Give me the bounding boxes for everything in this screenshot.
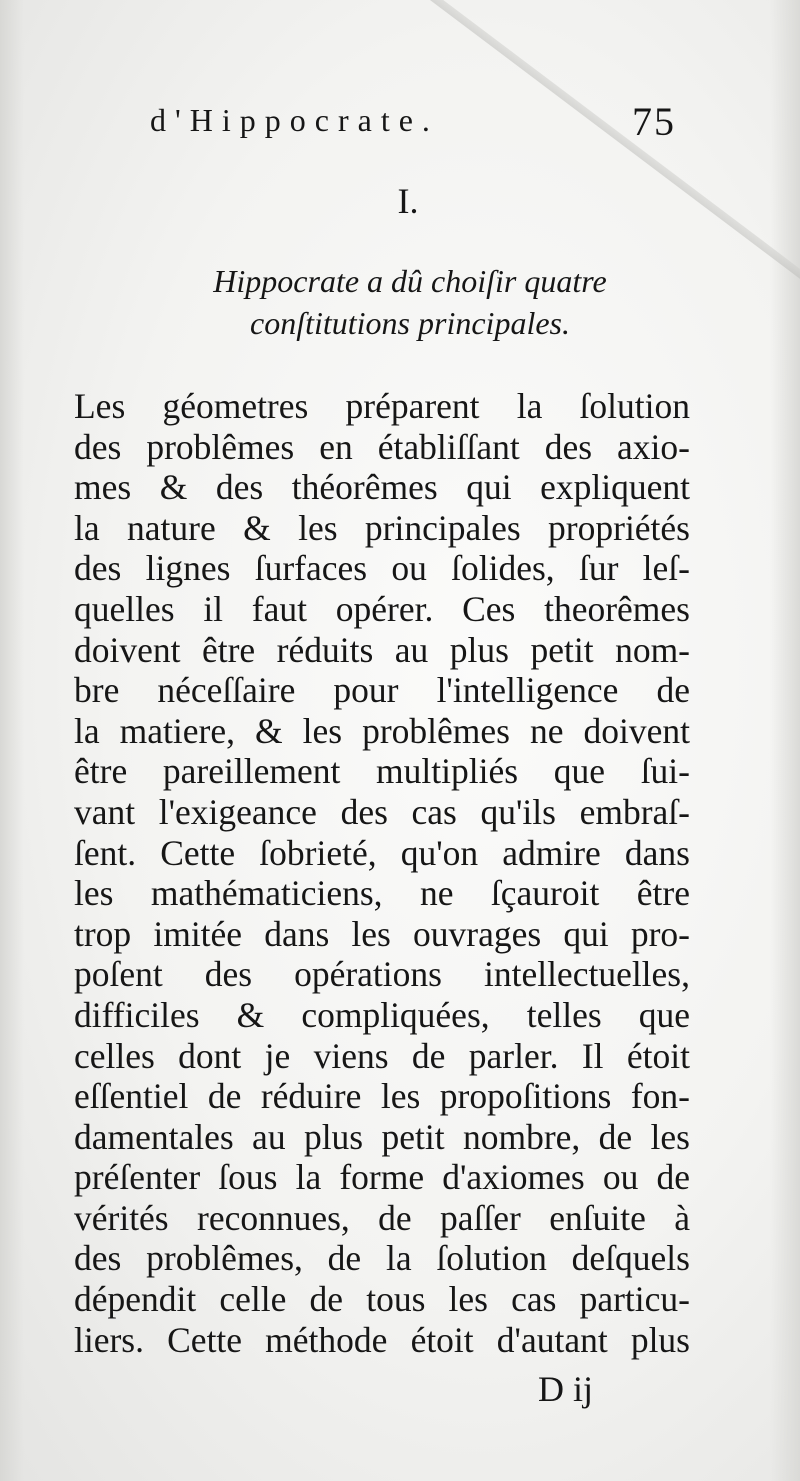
text-line: poſent des opérations intellectuelles, [74, 954, 690, 995]
section-heading [60, 260, 760, 344]
text-line: dépendit celle de tous les cas particu- [74, 1279, 690, 1320]
text-line: préſenter ſous la forme d'axiomes ou de [74, 1157, 690, 1198]
page-number: 75 [632, 99, 676, 144]
text-line: Les géometres préparent la ſolution [74, 386, 690, 426]
section-heading-line: conſtitutions principales. [250, 305, 570, 341]
page-shadow-right [770, 0, 800, 1481]
body-text [74, 386, 690, 1360]
text-line: vant l'exigeance des cas qu'ils embraſ- [74, 791, 690, 832]
text-line: être pareillement multipliés que ſui- [74, 751, 690, 792]
page-shadow-left [0, 0, 24, 1481]
text-line: trop imitée dans les ouvrages qui pro- [74, 913, 690, 954]
text-line: celles dont je viens de parler. Il étoit [74, 1035, 690, 1076]
text-line: des problêmes, de la ſolution deſquels [74, 1238, 690, 1279]
text-line: damentales au plus petit nombre, de les [74, 1116, 690, 1157]
signature-mark: D ij [538, 1369, 594, 1409]
text-line: bre néceſſaire pour l'intelligence de [74, 670, 690, 711]
text-line: mes & des théorêmes qui expliquent [74, 467, 690, 508]
text-line: la matiere, & les problêmes ne doivent [74, 710, 690, 751]
text-line: eſſentiel de réduire les propoſitions fon- [74, 1076, 690, 1117]
text-line: ſent. Cette ſobrieté, qu'on admire dans [74, 832, 690, 873]
text-line: des lignes ſurfaces ou ſolides, ſur leſ- [74, 548, 690, 589]
page-header [150, 92, 710, 148]
text-line: vérités reconnues, de paſſer enſuite à [74, 1197, 690, 1238]
text-line: des problêmes en établiſſant des axio- [74, 426, 690, 467]
text-line: quelles il faut opérer. Ces theorêmes [74, 588, 690, 629]
text-line: liers. Cette méthode étoit d'autant plus [74, 1319, 690, 1360]
text-line: la nature & les principales propriétés [74, 507, 690, 548]
text-line: difficiles & compliquées, telles que [74, 994, 690, 1035]
text-line: doivent être réduits au plus petit nom- [74, 629, 690, 670]
section-heading-line: Hippocrate a dû choiſir quatre [213, 263, 607, 299]
text-line: les mathématiciens, ne ſçauroit être [74, 873, 690, 914]
running-head: d'Hippocrate. [150, 102, 439, 138]
section-number: I. [397, 181, 419, 221]
